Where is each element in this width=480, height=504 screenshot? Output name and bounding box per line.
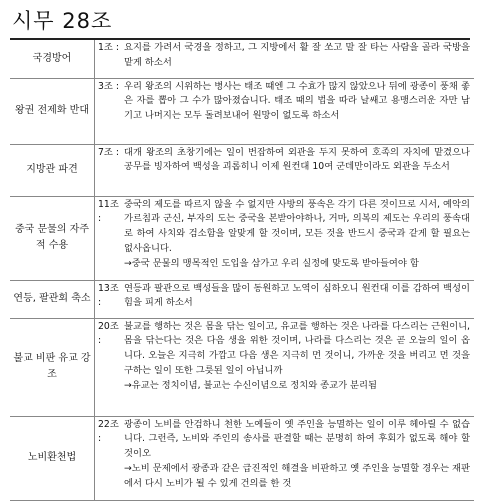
row-topic: 연등, 팔관회 축소 bbox=[10, 280, 95, 318]
article-number: 11조 : bbox=[95, 196, 123, 280]
article-body: 연등과 팔관으로 백성들을 많이 동원하고 노역이 심하오니 원컨대 이를 감하여 백성이 힘을 피게 하소서 bbox=[124, 282, 470, 309]
row-topic: 노비환천법 bbox=[10, 416, 95, 500]
page-title: 시무 28조 bbox=[12, 9, 113, 33]
article-text bbox=[122, 416, 474, 500]
article-text bbox=[122, 280, 474, 318]
article-number: 1조 : bbox=[95, 40, 123, 78]
table-row bbox=[10, 78, 474, 144]
article-body: 대개 왕조의 초창기에는 일이 번잡하여 외관을 두지 못하여 호족의 자치에 맡겼으나 공무를 빙자하여 백성을 괴롭히니 이제 원컨대 10여 군데만이라도 외관을 두소서 bbox=[124, 146, 470, 173]
article-body: 요지를 가려서 국경을 정하고, 그 지방에서 활 잘 쏘고 말 잘 타는 사람을 골라 국방을 맡게 하소서 bbox=[124, 42, 470, 68]
article-text bbox=[122, 196, 474, 280]
article-note: →중국 문물의 맹목적인 도입을 삼가고 우리 실정에 맞도록 받아들여야 함 bbox=[124, 257, 419, 269]
article-number: 13조 : bbox=[95, 280, 123, 318]
article-body: 중국의 제도를 따르지 않을 수 없지만 사방의 풍속은 각기 다른 것이므로 시서, 예악의 가르침과 군신, 부자의 도는 중국을 본받아야하나, 거마, 의복의 제도는 우리의 풍속대로 하여 사치와 검소함을 알맞게 할 것이며, 모든 것을 반드시 중국과 같게 할 필요는 없사옵니다. bbox=[124, 198, 470, 254]
article-number: 7조 : bbox=[95, 144, 123, 196]
article-text bbox=[122, 40, 474, 78]
article-note: →유교는 정치이념, 불교는 수신이념으로 정치와 종교가 분리됨 bbox=[124, 379, 377, 391]
table-row bbox=[10, 40, 474, 78]
article-text bbox=[122, 144, 474, 196]
article-text bbox=[122, 78, 474, 144]
table-row bbox=[10, 144, 474, 196]
table-row bbox=[10, 196, 474, 280]
article-number: 20조 : bbox=[95, 318, 123, 416]
row-topic: 국경방어 bbox=[10, 40, 95, 78]
article-note: →노비 문제에서 광종과 같은 급진적인 해결을 비판하고 옛 주인을 능멸할 경우는 재판에서 다시 노비가 될 수 있게 건의를 한 것 bbox=[124, 462, 470, 489]
article-body: 불교를 행하는 것은 몸을 닦는 일이고, 유교를 행하는 것은 나라를 다스리는 근원이니, 몸을 닦는다는 것은 다음 생을 위한 것이며, 나라를 다스리는 것은 곧 오늘의 일이 옵니다. 오늘은 지극히 가깝고 다음 생은 지극히 먼 것이니, 가까운 것을 버리고 먼 것을 구하는 일이 또한 그릇된 일이 아닙니까 bbox=[124, 320, 470, 376]
article-body: 우리 왕조의 시위하는 병사는 태조 때엔 그 수효가 많지 않았으나 뒤에 광종이 풍채 좋은 자를 뽑아 그 수가 많아졌습니다. 태조 때의 법을 따라 날쌔고 용맹스러운 자만 남기고 나머지는 모두 돌려보내어 원망이 없도록 하소서 bbox=[124, 80, 470, 122]
article-body: 광종이 노비를 안검하니 천한 노예들이 옛 주인을 능멸하는 일이 이루 헤아릴 수 없습니다. 그런즉, 노비와 주인의 송사를 판결할 때는 분명히 하여 후회가 없도록 해야 할 것이오 bbox=[124, 418, 470, 460]
article-number: 22조 : bbox=[95, 416, 123, 500]
table-row bbox=[10, 416, 474, 500]
row-topic: 불교 비판 유교 강조 bbox=[10, 318, 95, 416]
article-text bbox=[122, 318, 474, 416]
row-topic: 지방관 파견 bbox=[10, 144, 95, 196]
table-row bbox=[10, 318, 474, 416]
row-topic: 왕권 전제화 반대 bbox=[10, 78, 95, 144]
table-row bbox=[10, 280, 474, 318]
row-topic: 중국 문물의 자주적 수용 bbox=[10, 196, 95, 280]
policy-table bbox=[10, 40, 474, 501]
article-number: 3조 : bbox=[95, 78, 123, 144]
